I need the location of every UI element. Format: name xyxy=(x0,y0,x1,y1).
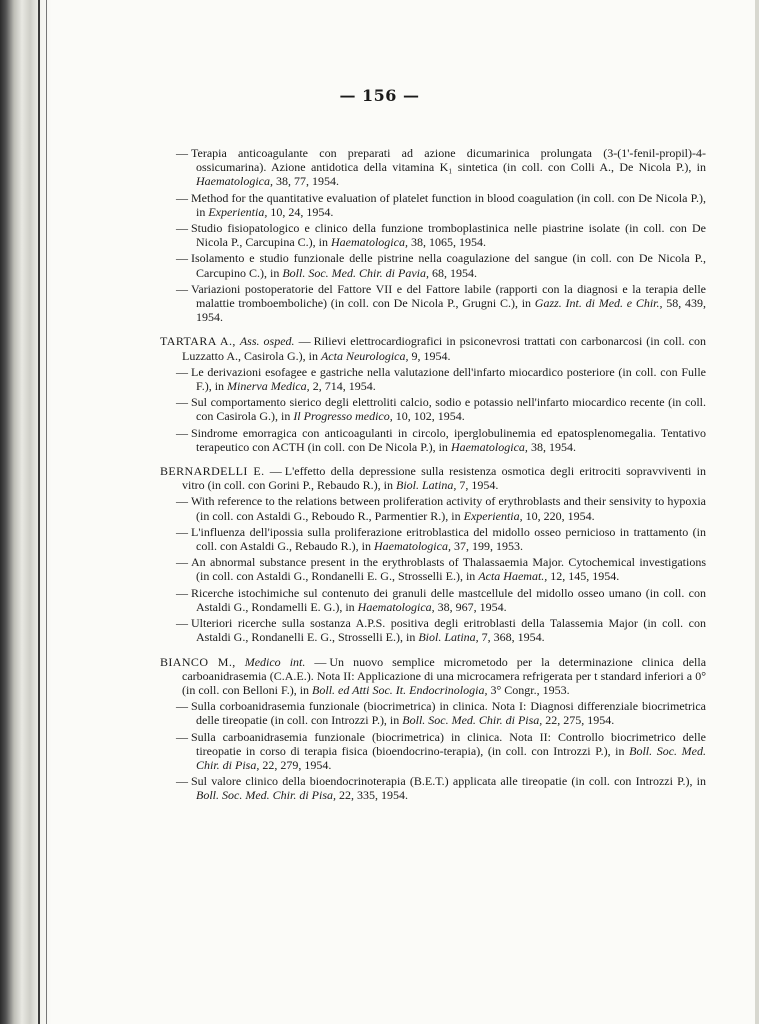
entry-text: Un nuovo semplice micrometodo per la determinazione clinica della carboanidrasemia (C.A.E.). Nota II: Applicazione di una microcamera refrigerata per t standard inferiori a 0° (in coll. con Belloni F.), in xyxy=(182,654,707,697)
entry-reference: 58, 439, 1954. xyxy=(196,296,707,325)
entry-dash: — xyxy=(176,425,188,440)
bibliography-entry xyxy=(160,699,706,727)
entry-text: Sulla carboanidrasemia funzionale (biocrimetrica) in clinica. Nota II: Controllo biocrimetrico delle tireopatie in corso di terapia fisica (bioendocrino-terapia), (in coll. con Introzzi P.), in xyxy=(191,729,706,758)
entry-text: Le derivazioni esofagee e gastriche nella valutazione dell'infarto miocardico posteriore (in coll. con Fulle F.), in xyxy=(191,364,706,394)
bibliography-entry xyxy=(160,616,706,644)
entry-dash: — xyxy=(314,654,327,669)
journal-title: Experientia, xyxy=(463,508,523,523)
bibliography-entry xyxy=(160,494,706,522)
entry-dash: — xyxy=(176,729,188,744)
entry-text: Method for the quantitative evaluation of platelet function in blood coagulation (in coll. con De Nicola P.), in xyxy=(191,190,706,219)
entry-dash: — xyxy=(176,555,188,570)
journal-title: Boll. Soc. Med. Chir. di Pisa, xyxy=(402,713,543,728)
entry-reference: 2, 714, 1954. xyxy=(309,379,376,394)
entry-reference: 12, 145, 1954. xyxy=(547,569,620,584)
entry-text: Ulteriori ricerche sulla sostanza A.P.S. positiva degli eritroblasti della Talassemia Major (in coll. con Astaldi G., Rondanelli E. G., Strosselli E.), in xyxy=(191,616,706,645)
page-number: — 156 — xyxy=(339,86,420,105)
entry-dash: — xyxy=(269,464,282,479)
entry-dash: — xyxy=(176,364,188,379)
journal-title: Haematologica, xyxy=(450,439,528,454)
journal-title: Haematologica, xyxy=(357,599,435,614)
author-role: Medico int. xyxy=(244,654,306,669)
bibliography-entry xyxy=(160,251,706,279)
bibliography-entry xyxy=(160,730,706,773)
entry-dash: — xyxy=(176,221,188,236)
author-block xyxy=(160,655,706,803)
entry-reference: 10, 220, 1954. xyxy=(522,508,595,523)
entry-dash: — xyxy=(176,395,188,410)
entry-dash: — xyxy=(176,494,188,509)
entry-text: Sul valore clinico della bioendocrinoterapia (B.E.T.) applicata alle tireopatie (in coll. con Introzzi P.), in xyxy=(191,774,706,789)
journal-title: Biol. Latina, xyxy=(418,630,479,645)
bibliography-entry xyxy=(160,191,706,219)
bibliography-entry xyxy=(160,365,706,393)
journal-title: Il Progresso medico, xyxy=(293,409,393,424)
author-name: BIANCO M., xyxy=(160,654,236,669)
author-name: TARTARA A., xyxy=(160,334,236,349)
journal-title: Gazz. Int. di Med. e Chir., xyxy=(534,296,663,311)
bibliography-entry xyxy=(160,774,706,802)
entry-text: Isolamento e studio funzionale delle pistrine nella coagulazione del sangue (in coll. con De Nicola P., Carcupino C.), in xyxy=(191,251,706,280)
journal-title: Boll. Soc. Med. Chir. di Pavia, xyxy=(282,265,429,280)
bibliography-entry xyxy=(160,146,706,189)
journal-title: Biol. Latina, xyxy=(395,478,457,493)
bibliography-entry xyxy=(160,586,706,614)
journal-title: Boll. Soc. Med. Chir. di Pisa, xyxy=(196,743,706,772)
entry-text: Terapia anticoagulante con preparati ad azione dicumarinica prolungata (3-(1'-fenil-propil)-4-ossicumarina). Azione antidotica della vitamina K₁ sintetica (in coll. con Colli A., De Nicola P.), in xyxy=(191,146,706,175)
binding-edge-line xyxy=(38,0,40,1024)
book-binding-shadow xyxy=(0,0,52,1024)
entry-reference: 38, 967, 1954. xyxy=(434,599,507,614)
entry-text: Sulla corboanidrasemia funzionale (biocrimetrica) in clinica. Nota I: Diagnosi differenziale biocrimetrica delle tireopatie (in coll. con Introzzi P.), in xyxy=(191,699,706,728)
entry-dash: — xyxy=(176,190,188,205)
bibliography-entry xyxy=(160,426,706,454)
entry-reference: 22, 275, 1954. xyxy=(542,713,615,728)
entry-reference: 22, 279, 1954. xyxy=(259,757,332,772)
entry-text: L'effetto della depressione sulla resistenza osmotica degli eritrociti sopravviventi in vitro (in coll. con Gorini P., Rebaudo R.), in xyxy=(182,464,706,493)
entry-reference: 38, 77, 1954. xyxy=(273,174,339,189)
author-name: BERNARDELLI E. xyxy=(160,464,265,479)
entry-dash: — xyxy=(176,146,188,160)
entry-text: Variazioni postoperatorie del Fattore VII e del Fattore labile (rapporti con la diagnosi e la terapia delle malattie tromboemboliche) (in coll. con De Nicola P., Grugni C.), in xyxy=(191,281,706,311)
entry-reference: 22, 335, 1954. xyxy=(336,788,408,803)
author-block xyxy=(160,334,706,454)
entry-text: Rilievi elettrocardiografici in psiconevrosi trattati con carbonarcosi (in coll. con Luzzatto A., Casirola G.), in xyxy=(182,334,707,363)
author-block xyxy=(160,146,706,324)
entry-dash: — xyxy=(176,774,188,789)
entry-dash: — xyxy=(176,616,188,631)
author-block xyxy=(160,464,706,644)
journal-title: Acta Haemat., xyxy=(478,569,548,584)
entry-reference: 38, 1954. xyxy=(527,439,576,454)
entry-text: Ricerche istochimiche sul contenuto dei granuli delle mastcellule del midollo osseo umano (in coll. con Astaldi G., Rondamelli E. G.), in xyxy=(191,585,706,614)
entry-dash: — xyxy=(176,524,188,539)
bibliography-entry xyxy=(160,395,706,423)
bibliography-entry xyxy=(160,555,706,583)
page-right-edge xyxy=(755,0,759,1024)
entry-dash: — xyxy=(176,251,188,266)
entry-text: L'influenza dell'ipossia sulla proliferazione eritroblastica del midollo osseo pernicioso in trattamento (in coll. con Astaldi G., Rebaudo R.), in xyxy=(191,524,706,554)
bibliography-entry xyxy=(160,282,706,325)
entry-reference: 37, 199, 1953. xyxy=(450,539,523,554)
journal-title: Haematologica, xyxy=(196,174,273,189)
entry-text: With reference to the relations between proliferation activity of erythroblasts and their sensivity to hypoxia (in coll. con Astaldi G., Reboudo R., Parmentier R.), in xyxy=(191,494,706,523)
journal-title: Boll. Soc. Med. Chir. di Pisa, xyxy=(196,788,336,803)
bibliography-list xyxy=(160,146,706,805)
entry-reference: 7, 1954. xyxy=(456,478,499,493)
bibliography-entry xyxy=(160,525,706,553)
journal-title: Acta Neurologica, xyxy=(320,348,409,363)
entry-reference: 7, 368, 1954. xyxy=(478,630,545,645)
entry-reference: 9, 1954. xyxy=(408,348,451,363)
entry-reference: 10, 24, 1954. xyxy=(267,204,334,219)
entry-text: An abnormal substance present in the erythroblasts of Thalassaemia Major. Cytochemical investigations (in coll. con Astaldi G., Rondanelli E. G., Strosselli E.), in xyxy=(191,555,706,584)
entry-reference: 10, 102, 1954. xyxy=(392,409,465,424)
entry-text: Sul comportamento sierico degli elettroliti calcio, sodio e potassio nell'infarto miocardico recente (in coll. con Casirola G.), in xyxy=(191,395,706,424)
entry-reference: 3° Congr., 1953. xyxy=(487,682,570,697)
bibliography-entry xyxy=(160,334,706,362)
entry-dash: — xyxy=(298,334,311,349)
bibliography-entry xyxy=(160,464,706,492)
entry-dash: — xyxy=(176,281,188,296)
binding-edge-line xyxy=(46,0,47,1024)
journal-title: Boll. ed Atti Soc. It. Endocrinologia, xyxy=(312,682,488,697)
entry-text: Sindrome emorragica con anticoagulanti in circolo, iperglobulinemia ed epatosplenomegalia. Tentativo terapeutico con ACTH (in coll. con De Nicola P.), in xyxy=(191,425,706,454)
journal-title: Haematologica, xyxy=(373,539,451,554)
author-role: Ass. osped. xyxy=(239,334,295,349)
entry-reference: 68, 1954. xyxy=(428,265,477,280)
entry-reference: 38, 1065, 1954. xyxy=(407,235,486,250)
entry-dash: — xyxy=(176,585,188,600)
entry-text: Studio fisiopatologico e clinico della funzione tromboplastinica nelle piastrine isolate (in coll. con De Nicola P., Carcupina C.), in xyxy=(191,221,706,250)
journal-title: Haematologica, xyxy=(330,235,408,250)
journal-title: Minerva Medica, xyxy=(227,379,310,394)
journal-title: Experientia, xyxy=(208,204,268,219)
entry-dash: — xyxy=(176,699,188,714)
bibliography-entry xyxy=(160,221,706,249)
bibliography-entry xyxy=(160,655,706,698)
